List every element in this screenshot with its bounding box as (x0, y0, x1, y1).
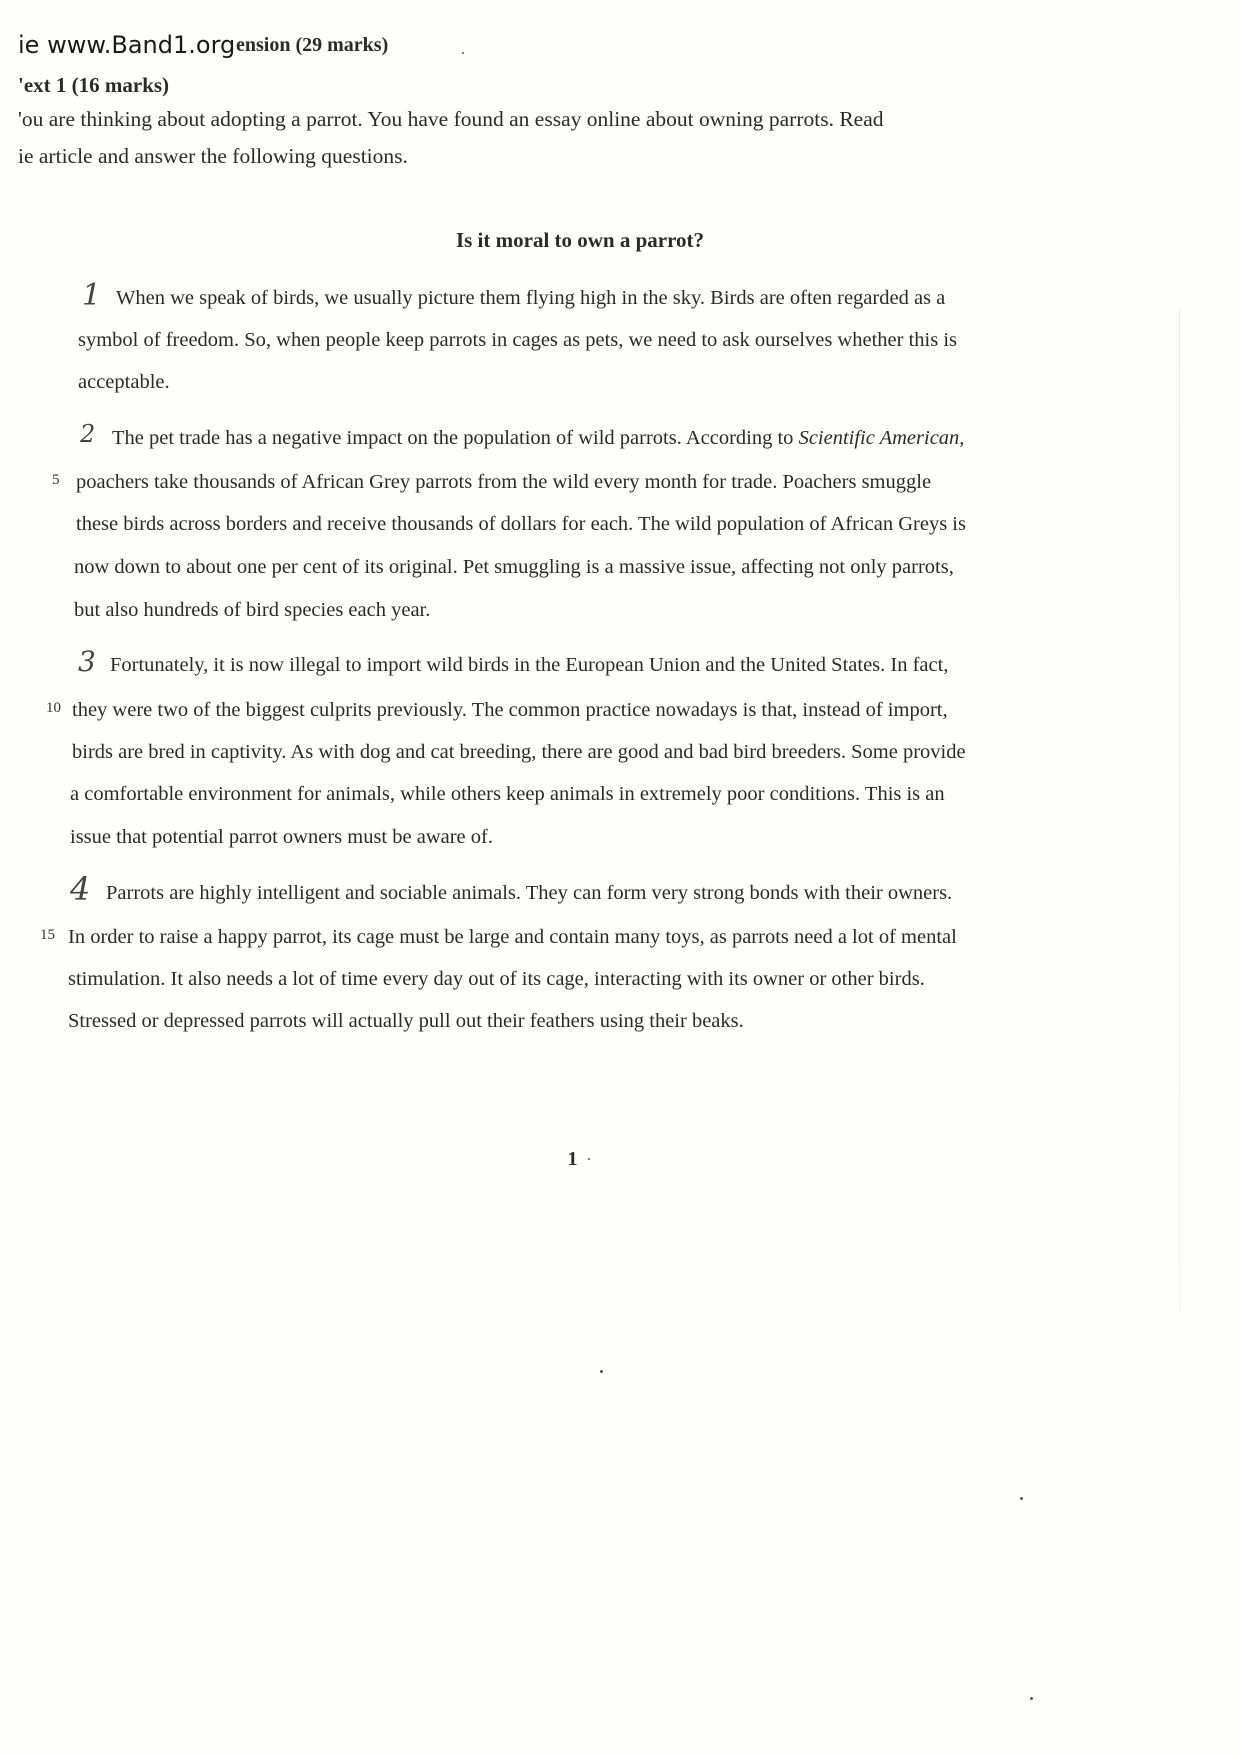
p3-line-5: issue that potential parrot owners must be aware of. (70, 826, 493, 848)
section-heading: ension (29 marks) (236, 34, 389, 56)
article-title: Is it moral to own a parrot? (455, 228, 705, 252)
paragraph-number-3: 3 (78, 645, 96, 678)
p4-line-1: Parrots are highly intelligent and sociable animals. They can form very strong bonds with their owners. (106, 882, 953, 904)
line-number-15: 15 (40, 927, 55, 943)
p3-line-2: they were two of the biggest culprits previously. The common practice nowadays is that, instead of import, (72, 699, 948, 721)
intro-line-2: ie article and answer the following questions. (18, 144, 408, 168)
p1-line-2: symbol of freedom. So, when people keep parrots in cages as pets, we need to ask ourselves whether this is (78, 329, 957, 351)
scan-speck (1030, 1697, 1033, 1700)
p2-line-3: these birds across borders and receive thousands of dollars for each. The wild population of African Greys is (76, 513, 966, 535)
p4-line-4: Stressed or depressed parrots will actually pull out their feathers using their beaks. (68, 1010, 744, 1032)
page-header (18, 28, 235, 63)
p3-line-4: a comfortable environment for animals, while others keep animals in extremely poor conditions. This is an (70, 783, 945, 805)
scan-edge-shadow (1179, 310, 1180, 1310)
p3-line-3: birds are bred in captivity. As with dog and cat breeding, there are good and bad bird breeders. Some provide (72, 741, 966, 763)
line-number-5: 5 (52, 472, 60, 488)
p2-line-2: poachers take thousands of African Grey parrots from the wild every month for trade. Poachers smuggle (76, 471, 932, 493)
paragraph-number-4: 4 (70, 870, 91, 908)
paragraph-number-2: 2 (80, 420, 96, 448)
p2-line-1 (112, 423, 964, 453)
p1-line-1: When we speak of birds, we usually picture them flying high in the sky. Birds are often regarded as a (116, 287, 946, 309)
scan-speck (1020, 1497, 1023, 1500)
page-number: 1 (567, 1148, 578, 1170)
site-watermark: ie www.Band1.org (18, 31, 236, 59)
intro-line-1: 'ou are thinking about adopting a parrot. You have found an essay online about owning parrots. Read (18, 107, 884, 131)
line-number-10: 10 (46, 700, 61, 716)
scan-speck (462, 52, 464, 54)
p3-line-1: Fortunately, it is now illegal to import wild birds in the European Union and the United States. In fact, (110, 654, 949, 676)
p2-line-4: now down to about one per cent of its original. Pet smuggling is a massive issue, affecting not only parrots, (74, 556, 954, 578)
scan-speck (588, 1158, 590, 1160)
p2-line-5: but also hundreds of bird species each year. (74, 599, 431, 621)
text-label: 'ext 1 (16 marks) (18, 73, 170, 97)
p2-line-1-text: The pet trade has a negative impact on the population of wild parrots. According to (112, 427, 794, 449)
p4-line-2: In order to raise a happy parrot, its cage must be large and contain many toys, as parrots need a lot of mental (68, 926, 957, 948)
scan-speck (600, 1370, 603, 1373)
p4-line-3: stimulation. It also needs a lot of time every day out of its cage, interacting with its owner or other birds. (68, 968, 925, 990)
source-citation: Scientific American, (798, 427, 965, 449)
paragraph-number-1: 1 (82, 278, 102, 313)
p1-line-3: acceptable. (78, 371, 170, 393)
